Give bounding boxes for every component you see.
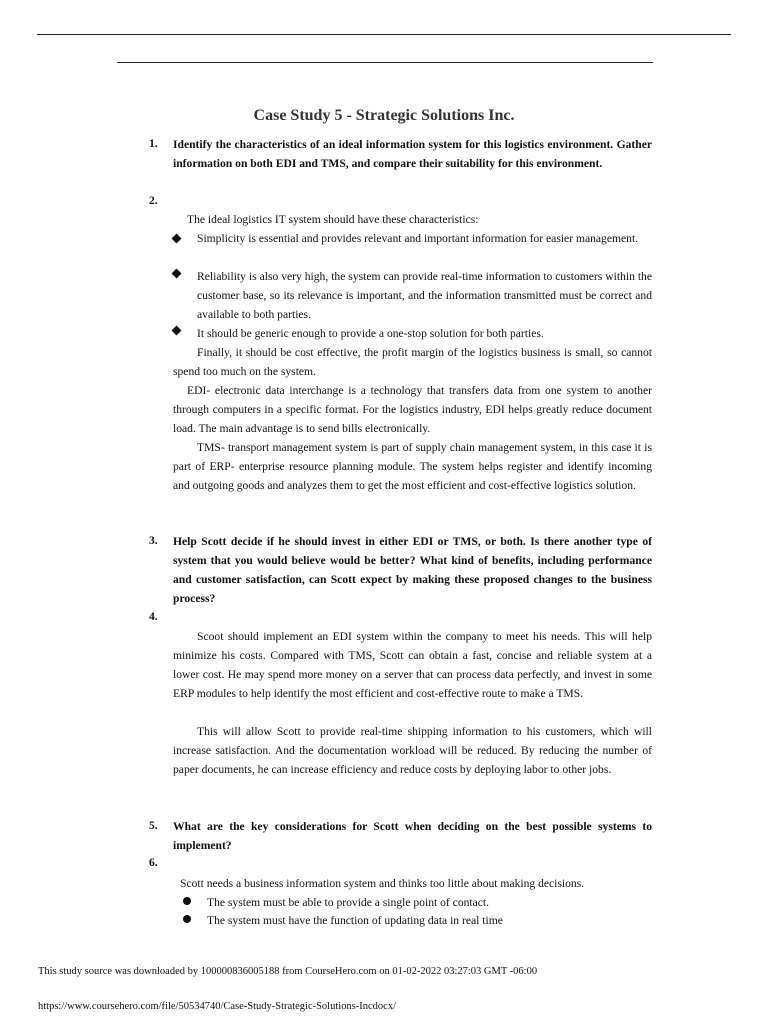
answer-2-paragraph-edi-text: EDI- electronic data interchange is a technology that transfers data from one system to another through computers in a specific format. For the logistics industry, EDI helps greatly reduce document load. The main advantage is to send bills electronically. (173, 384, 652, 435)
answer-4-paragraph-1-text: Scoot should implement an EDI system within the company to meet his needs. This will help minimize his costs. Compared with TMS, Scott can obtain a fast, concise and reliable system at a lower cost. He may spend more money on a server that can process data perfectly, and invest in some ERP modules to help identify the most efficient and cost-effective route to make a TMS. (173, 630, 652, 700)
diamond-bullet-icon (172, 234, 182, 244)
answer-6-number: 6. (149, 856, 158, 869)
question-3-number: 3. (149, 534, 158, 547)
answer-4-number: 4. (149, 610, 158, 623)
answer-4-paragraph-1 (173, 627, 652, 703)
round-bullet-icon (183, 915, 191, 923)
answer-4-paragraph-2 (173, 722, 652, 779)
header-rule (117, 62, 653, 63)
question-1-number: 1. (149, 137, 158, 150)
answer-2-paragraph-finally (173, 343, 652, 381)
answer-6-bullet-1: The system must be able to provide a single point of contact. (207, 896, 490, 909)
answer-2-paragraph-tms-text: TMS- transport management system is part of supply chain management system, in this case it is part of ERP- enterprise resource planning module. The system helps register and identify incoming and outgoing goods and analyzes them to get the most efficient and cost-effective logistics solution. (173, 441, 652, 492)
answer-2-bullet-2: Reliability is also very high, the system can provide real-time information to customers within the customer base, so its relevance is important, and the information transmitted must be correct and available to both parties. (197, 270, 652, 321)
answer-2-paragraph-finally-text: Finally, it should be cost effective, the profit margin of the logistics business is small, so cannot spend too much on the system. (173, 346, 652, 378)
source-url[interactable]: https://www.coursehero.com/file/50534740/Case-Study-Strategic-Solutions-Incdocx/ (38, 1001, 397, 1012)
answer-2-number: 2. (149, 194, 158, 207)
round-bullet-icon (183, 897, 191, 905)
answer-2-intro (173, 210, 652, 229)
question-1-text: Identify the characteristics of an ideal information system for this logistics environment. Gather information on both EDI and TMS, and compare their suitability for this environment. (173, 138, 652, 170)
diamond-bullet-icon (172, 326, 182, 336)
question-3-text: Help Scott decide if he should invest in either EDI or TMS, or both. Is there another type of system that you would believe would be better? What kind of benefits, including performance and customer satisfaction, can Scott expect by making these proposed changes to the business process? (173, 535, 652, 605)
question-5-number: 5. (149, 819, 158, 832)
document-title: Case Study 5 - Strategic Solutions Inc. (253, 107, 515, 124)
question-5-text: What are the key considerations for Scott when deciding on the best possible systems to implement? (173, 820, 652, 852)
download-source-notice: This study source was downloaded by 100000836005188 from CourseHero.com on 01-02-2022 03:27:03 GMT -06:00 (38, 966, 538, 977)
answer-2-paragraph-tms (173, 438, 652, 495)
answer-6-bullet-2: The system must have the function of updating data in real time (207, 914, 503, 927)
top-page-rule (37, 34, 731, 35)
diamond-bullet-icon (172, 269, 182, 279)
answer-2-paragraph-edi (173, 381, 652, 438)
answer-2-bullet-1: Simplicity is essential and provides relevant and important information for easier management. (197, 232, 639, 245)
answer-2-intro-text: The ideal logistics IT system should have these characteristics: (187, 213, 479, 226)
answer-6-intro: Scott needs a business information system and thinks too little about making decisions. (180, 877, 585, 890)
answer-2-bullet-3: It should be generic enough to provide a one-stop solution for both parties. (197, 327, 544, 340)
answer-4-paragraph-2-text: This will allow Scott to provide real-time shipping information to his customers, which will increase satisfaction. And the documentation workload will be reduced. By reducing the number of paper documents, he can increase efficiency and reduce costs by deploying labor to other jobs. (173, 725, 652, 776)
